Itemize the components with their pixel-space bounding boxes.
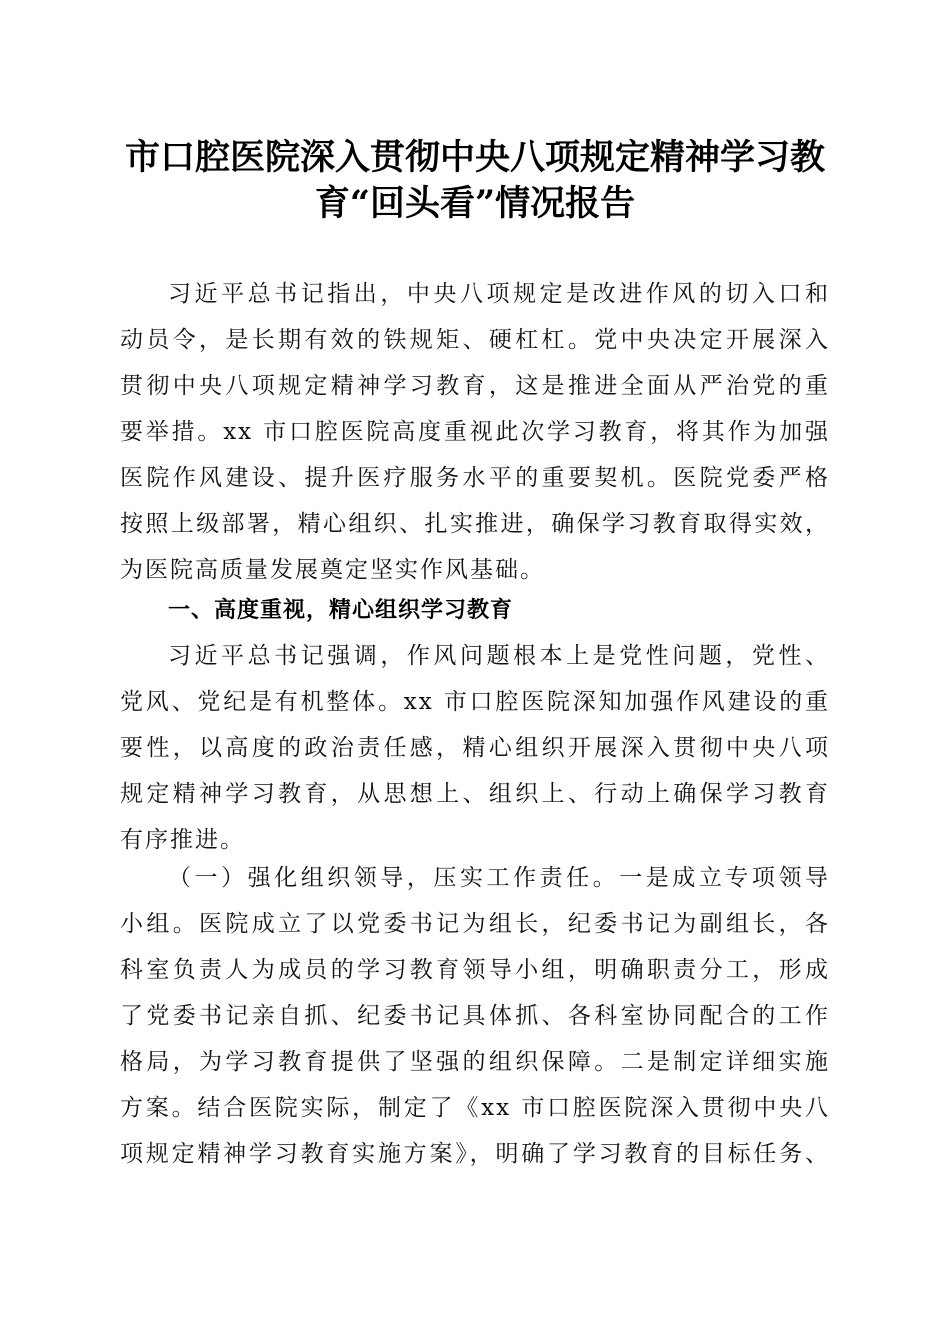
paragraph-line: 了党委书记亲自抓、纪委书记具体抓、各科室协同配合的工作 xyxy=(120,1003,830,1029)
paragraph-line: 习近平总书记指出，中央八项规定是改进作风的切入口和 xyxy=(168,281,830,307)
paragraph-line: 方案。结合医院实际，制定了《xx 市口腔医院深入贯彻中央八 xyxy=(120,1095,830,1121)
section-heading: 一、高度重视，精心组织学习教育 xyxy=(168,598,514,623)
paragraph-line: 习近平总书记强调，作风问题根本上是党性问题，党性、 xyxy=(168,643,830,669)
paragraph-line: 医院作风建设、提升医疗服务水平的重要契机。医院党委严格 xyxy=(120,465,830,491)
paragraph-line: 动员令，是长期有效的铁规矩、硬杠杠。党中央决定开展深入 xyxy=(120,327,830,353)
title-line: 育“回头看”情况报告 xyxy=(314,183,636,224)
paragraph-line: 要举措。xx 市口腔医院高度重视此次学习教育，将其作为加强 xyxy=(120,419,830,445)
paragraph-line: （一）强化组织领导，压实工作责任。一是成立专项领导 xyxy=(168,865,830,891)
paragraph-line: 规定精神学习教育，从思想上、组织上、行动上确保学习教育 xyxy=(120,781,830,807)
paragraph-line: 为医院高质量发展奠定坚实作风基础。 xyxy=(120,557,545,583)
section-paragraph xyxy=(120,633,830,863)
paragraph-line: 项规定精神学习教育实施方案》，明确了学习教育的目标任务、 xyxy=(120,1141,830,1167)
subsection-paragraph xyxy=(120,855,830,1177)
paragraph-line: 格局，为学习教育提供了坚强的组织保障。二是制定详细实施 xyxy=(120,1049,830,1075)
intro-paragraph xyxy=(120,271,830,593)
paragraph-line: 有序推进。 xyxy=(120,827,245,853)
paragraph-line: 要性，以高度的政治责任感，精心组织开展深入贯彻中央八项 xyxy=(120,735,830,761)
paragraph-line: 按照上级部署，精心组织、扎实推进，确保学习教育取得实效， xyxy=(120,511,830,537)
paragraph-line: 党风、党纪是有机整体。xx 市口腔医院深知加强作风建设的重 xyxy=(120,689,830,715)
title-line: 市口腔医院深入贯彻中央八项规定精神学习教 xyxy=(124,137,825,178)
paragraph-line: 贯彻中央八项规定精神学习教育，这是推进全面从严治党的重 xyxy=(120,373,830,399)
document-title xyxy=(110,135,840,227)
paragraph-line: 科室负责人为成员的学习教育领导小组，明确职责分工，形成 xyxy=(120,957,830,983)
paragraph-line: 小组。医院成立了以党委书记为组长，纪委书记为副组长，各 xyxy=(120,911,830,937)
